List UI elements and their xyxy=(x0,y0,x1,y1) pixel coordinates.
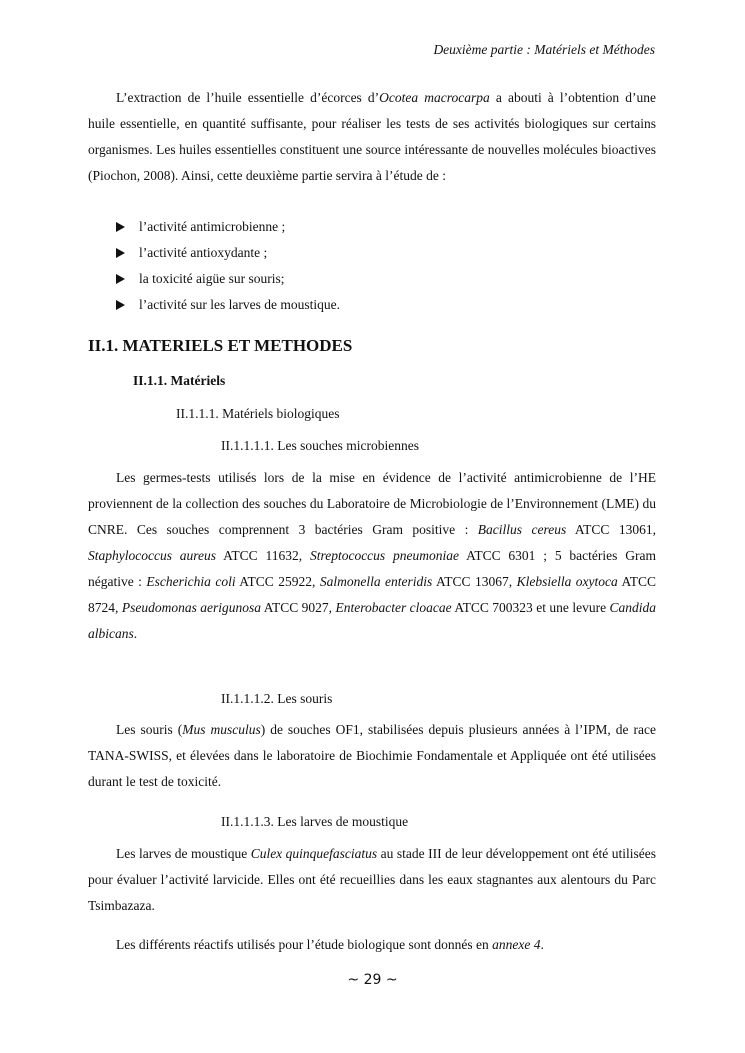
text-span: ) de souches OF1, stabilisées depuis plusieurs années à l’IPM, de race TANA-SWISS, et élevées dans le laboratoire de Biochimie Fondamentale et Appliquée ont été utilisées durant le test de toxicité. xyxy=(88,722,656,789)
text-span: ATCC 11632, xyxy=(216,548,310,563)
list-item-text: l’activité sur les larves de moustique. xyxy=(139,297,340,312)
text-span: ATCC 13067, xyxy=(432,574,517,589)
reagents-paragraph xyxy=(88,932,656,958)
subsection-heading: II.1.1. Matériels xyxy=(133,373,226,388)
list-item xyxy=(116,240,340,266)
mice-paragraph xyxy=(88,717,656,795)
text-span: ATCC 9027, xyxy=(261,600,336,615)
text-span: ATCC 8724, xyxy=(88,574,656,615)
annex-reference: annexe 4 xyxy=(492,937,541,952)
species-name: Mus musculus xyxy=(182,722,261,737)
text-span: ATCC 700323 et une levure xyxy=(451,600,610,615)
species-name: Klebsiella oxytoca xyxy=(516,574,618,589)
intro-paragraph xyxy=(88,85,656,189)
species-name: Enterobacter cloacae xyxy=(335,600,452,615)
objectives-list xyxy=(116,214,340,318)
text-span: ATCC 13061, xyxy=(566,522,656,537)
species-name: Bacillus cereus xyxy=(477,522,567,537)
arrow-bullet-icon xyxy=(116,248,125,258)
heading-mosquito-larvae: II.1.1.1.3. Les larves de moustique xyxy=(221,814,409,829)
species-name: Pseudomonas aerigunosa xyxy=(121,600,262,615)
list-item xyxy=(116,292,340,318)
list-item-text: l’activité antioxydante ; xyxy=(139,245,268,260)
section-heading: II.1. MATERIELS ET METHODES xyxy=(88,336,353,355)
text-span: . xyxy=(540,937,544,952)
species-name: Escherichia coli xyxy=(146,574,236,589)
text-span: Les larves de moustique xyxy=(116,846,251,861)
text-span: Les germes-tests utilisés lors de la mise en évidence de l’activité antimicrobienne de l’HE proviennent de la collection des souches du Laboratoire de Microbiologie de l’Environnement (LME) du CNRE. Ces souches comprennent 3 bactéries Gram positive : xyxy=(88,470,656,537)
heading-microbial-strains: II.1.1.1.1. Les souches microbiennes xyxy=(221,438,419,453)
text-span: L’extraction de l’huile essentielle d’écorces d’ xyxy=(116,90,380,105)
species-name: Ocotea macrocarpa xyxy=(379,90,490,105)
species-name: Staphylococcus aureus xyxy=(88,548,217,563)
species-name: Salmonella enteridis xyxy=(319,574,433,589)
text-span: . xyxy=(133,626,138,641)
text-span: Les différents réactifs utilisés pour l’étude biologique sont donnés en xyxy=(116,937,493,952)
page-number: ~ 29 ~ xyxy=(347,972,398,988)
text-span: au stade III de leur développement ont été utilisées pour évaluer l’activité larvicide. Elles ont été recueillies dans les eaux stagnantes aux alentours du Parc Tsimbazaza. xyxy=(88,846,656,913)
arrow-bullet-icon xyxy=(116,274,125,284)
subsubsection-heading: II.1.1.1. Matériels biologiques xyxy=(176,406,340,421)
list-item xyxy=(116,214,340,240)
list-item-text: l’activité antimicrobienne ; xyxy=(139,219,286,234)
arrow-bullet-icon xyxy=(116,222,125,232)
larvae-paragraph xyxy=(88,841,656,919)
running-header: Deuxième partie : Matériels et Méthodes xyxy=(433,42,655,57)
list-item xyxy=(116,266,340,292)
heading-mice: II.1.1.1.2. Les souris xyxy=(221,691,333,706)
text-span: a abouti à l’obtention d’une huile essentielle, en quantité suffisante, pour réaliser les tests de ses activités biologiques sur certains organismes. Les huiles essentielles constituent une source intéressante de nouvelles molécules bioactives (Piochon, 2008). Ainsi, cette deuxième partie servira à l’étude de : xyxy=(88,90,656,183)
microbes-paragraph xyxy=(88,465,656,647)
species-name: Streptococcus pneumoniae xyxy=(309,548,459,563)
arrow-bullet-icon xyxy=(116,300,125,310)
species-name: Candida albicans xyxy=(88,600,657,641)
list-item-text: la toxicité aigüe sur souris; xyxy=(139,271,285,286)
text-span: ATCC 25922, xyxy=(235,574,320,589)
species-name: Culex quinquefasciatus xyxy=(250,846,378,861)
text-span: Les souris ( xyxy=(116,722,183,737)
text-span: ATCC 6301 ; 5 bactéries Gram négative : xyxy=(88,548,656,589)
